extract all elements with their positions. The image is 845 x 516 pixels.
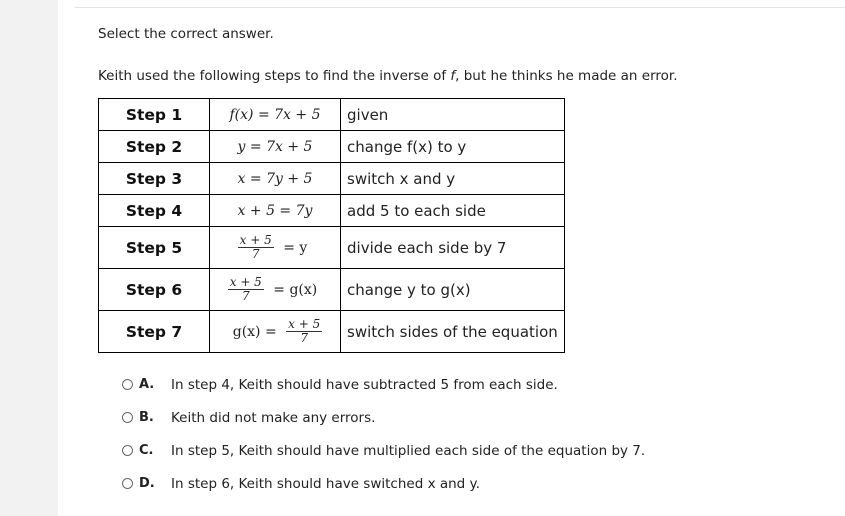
step-row (99, 163, 565, 195)
step-description: add 5 to each side (341, 195, 565, 227)
option-letter: D. (139, 476, 155, 491)
step-label: Step 6 (99, 269, 210, 311)
answer-option-a[interactable] (122, 368, 645, 401)
step-label: Step 5 (99, 227, 210, 269)
option-text: In step 6, Keith should have switched x and y. (171, 475, 480, 492)
step-row (99, 227, 565, 269)
answer-option-b[interactable] (122, 401, 645, 434)
step-description: change f(x) to y (341, 131, 565, 163)
radio-button[interactable] (122, 379, 133, 390)
step-equation (210, 269, 341, 311)
steps-table (98, 98, 565, 353)
step-description: divide each side by 7 (341, 227, 565, 269)
answer-options (122, 368, 645, 500)
answer-option-d[interactable] (122, 467, 645, 500)
equation-rhs: = y (283, 239, 308, 256)
prompt-function-var: f (450, 68, 456, 84)
step-description: switch sides of the equation (341, 311, 565, 353)
left-gutter (0, 0, 58, 516)
step-equation (210, 311, 341, 353)
equation-rhs: = g(x) (273, 281, 318, 298)
answer-option-c[interactable] (122, 434, 645, 467)
step-label: Step 7 (99, 311, 210, 353)
step-row (99, 131, 565, 163)
step-row (99, 99, 565, 131)
fraction-denominator: 7 (300, 331, 309, 345)
radio-button[interactable] (122, 412, 133, 423)
prompt-after: , but he thinks he made an error. (455, 68, 678, 84)
prompt-before: Keith used the following steps to find the inverse of (98, 68, 451, 84)
step-description: given (341, 99, 565, 131)
step-description: change y to g(x) (341, 269, 565, 311)
fraction (286, 318, 322, 345)
step-equation: x + 5 = 7y (210, 195, 341, 227)
step-equation: f(x) = 7x + 5 (210, 99, 341, 131)
option-text: In step 4, Keith should have subtracted 5 from each side. (171, 376, 558, 393)
step-row (99, 311, 565, 353)
fraction-denominator: 7 (241, 289, 250, 303)
option-letter: C. (139, 443, 154, 458)
option-text: Keith did not make any errors. (171, 409, 376, 426)
step-label: Step 2 (99, 131, 210, 163)
step-label: Step 1 (99, 99, 210, 131)
fraction-numerator: x + 5 (288, 316, 321, 331)
step-label: Step 4 (99, 195, 210, 227)
step-equation: y = 7x + 5 (210, 131, 341, 163)
fraction-numerator: x + 5 (229, 274, 262, 289)
question-prompt (98, 68, 678, 84)
option-letter: A. (139, 377, 155, 392)
step-row (99, 269, 565, 311)
step-equation: x = 7y + 5 (210, 163, 341, 195)
fraction (228, 276, 264, 303)
fraction-numerator: x + 5 (239, 232, 272, 247)
step-label: Step 3 (99, 163, 210, 195)
fraction (238, 234, 274, 261)
option-text: In step 5, Keith should have multiplied each side of the equation by 7. (171, 442, 646, 459)
fraction-denominator: 7 (251, 247, 260, 261)
instruction-text: Select the correct answer. (98, 26, 274, 42)
radio-button[interactable] (122, 478, 133, 489)
step-equation (210, 227, 341, 269)
equation-lhs: g(x) = (232, 323, 277, 340)
step-row (99, 195, 565, 227)
step-description: switch x and y (341, 163, 565, 195)
top-divider (75, 7, 845, 8)
radio-button[interactable] (122, 445, 133, 456)
option-letter: B. (139, 410, 154, 425)
